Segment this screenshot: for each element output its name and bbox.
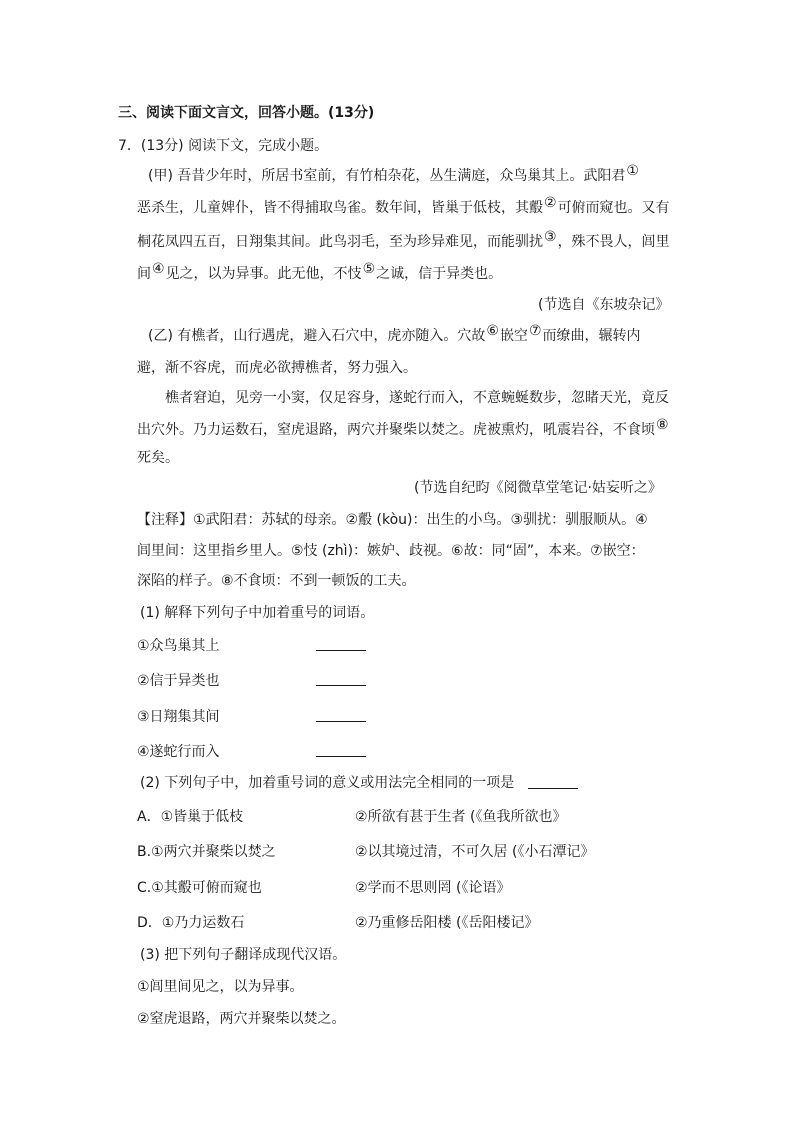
text: 可俯而窥也。又有	[557, 200, 670, 216]
q1-item	[137, 742, 220, 762]
text: 恶杀生，儿童婢仆，皆不得捕取鸟雀。数年间，皆巢于低枝，其鷇	[137, 200, 543, 216]
q2-option-b-right: ②以其境过清，不可久居 (《小石潭记》	[355, 844, 595, 860]
answer-blank[interactable]	[316, 671, 366, 686]
section-heading: 三、阅读下面文言文，回答小题。(13分)	[118, 105, 375, 121]
q3-item: ①闾里间见之，以为异事。	[137, 979, 304, 995]
text: ，殊不畏人，闾里	[557, 234, 670, 250]
text: 之诚，信于异类也。	[376, 266, 503, 282]
text: 桐花凤四五百，日翔集其间。此鸟羽毛，至为珍异难见，而能驯扰	[137, 234, 543, 250]
q2-option-b-left: B.①两穴并聚柴以焚之	[137, 844, 276, 860]
note-marker: ②	[544, 195, 557, 211]
notes-line-1: 【注释】①武阳君：苏轼的母亲。②鷇 (kòu)：出生的小鸟。③驯扰：驯服顺从。④	[137, 512, 648, 528]
q1-item	[137, 707, 220, 727]
note-marker: ⑤	[362, 261, 376, 277]
note-marker: ③	[544, 229, 557, 245]
answer-blank[interactable]	[316, 707, 366, 722]
notes-line-2: 闾里间：这里指乡里人。⑤忮 (zhì)：嫉妒、歧视。⑥故：同“固”，本来。⑦嵌空：	[137, 543, 645, 559]
passage-a-line-3	[137, 229, 670, 252]
notes-line-3: 深陷的样子。⑧不食顷：不到一顿饭的工夫。	[137, 573, 416, 589]
q3-item: ②窒虎退路，两穴并聚柴以焚之。	[137, 1011, 346, 1027]
text: 间	[137, 266, 151, 282]
q2-option-a-right: ②所欲有甚于生者 (《鱼我所欲也》	[355, 809, 567, 825]
text: 见之，以为异事。此无他，不忮	[165, 266, 362, 282]
passage-a-line-2	[137, 195, 670, 218]
q1-item-text: ②信于异类也	[137, 673, 220, 689]
passage-a-source: (节选自《东坡杂记》	[538, 297, 670, 313]
answer-blank[interactable]	[316, 636, 366, 651]
note-marker: ①	[626, 163, 639, 179]
q2-prompt: (2) 下列句子中，加着重号词的意义或用法完全相同的一项是	[140, 775, 515, 791]
text: (甲) 吾昔少年时，所居书室前，有竹柏杂花，丛生满庭，众鸟巢其上。武阳君	[148, 168, 626, 184]
note-marker: ⑥	[486, 323, 499, 339]
q2-option-c-left: C.①其鷇可俯而窥也	[137, 880, 262, 896]
q2-option-d-right: ②乃重修岳阳楼 (《岳阳楼记》	[355, 915, 539, 931]
passage-a-line-1	[148, 163, 640, 186]
note-marker: ④	[152, 261, 165, 277]
q1-item-text: ①众鸟巢其上	[137, 638, 220, 654]
answer-blank[interactable]	[528, 774, 578, 789]
text: 而缭曲，辗转内	[542, 328, 641, 344]
q2-option-d-left: D．①乃力运数石	[137, 915, 245, 931]
q2-option-a-left: A．①皆巢于低枝	[137, 809, 244, 825]
answer-blank[interactable]	[316, 742, 366, 757]
note-marker: ⑧	[656, 417, 669, 433]
passage-b-line-4	[137, 417, 670, 440]
passage-b-source: (节选自纪昀《阅微草堂笔记·姑妄听之》	[414, 480, 662, 496]
passage-b-line-3: 樵者窘迫，见旁一小窦，仅足容身，遂蛇行而入，不意蜿蜒数步，忽睹天光，竟反	[165, 390, 669, 406]
q1-item	[137, 671, 220, 691]
passage-b-line-2: 避，渐不容虎，而虎必欲搏樵者，努力强入。	[137, 360, 417, 376]
q1-item-text: ③日翔集其间	[137, 709, 220, 725]
q1-prompt: (1) 解释下列句子中加着重号的词语。	[140, 605, 375, 621]
question-stem: 7．(13分) 阅读下文，完成小题。	[118, 138, 329, 154]
text: (乙) 有樵者，山行遇虎，避入石穴中，虎亦随入。穴故	[148, 328, 486, 344]
text: 出穴外。乃力运数石，窒虎退路，两穴并聚柴以焚之。虎被熏灼，吼震岩谷，不食顷	[137, 422, 655, 438]
q1-item	[137, 636, 220, 656]
text: 嵌空	[499, 328, 528, 344]
note-marker: ⑦	[528, 323, 542, 339]
q3-prompt: (3) 把下列句子翻译成现代汉语。	[140, 947, 347, 963]
q2-option-c-right: ②学而不思则罔 (《论语》	[355, 880, 511, 896]
passage-b-line-5: 死矣。	[137, 450, 179, 466]
passage-b-line-1	[148, 323, 641, 346]
q1-item-text: ④遂蛇行而入	[137, 744, 220, 760]
passage-a-line-4	[137, 261, 503, 284]
